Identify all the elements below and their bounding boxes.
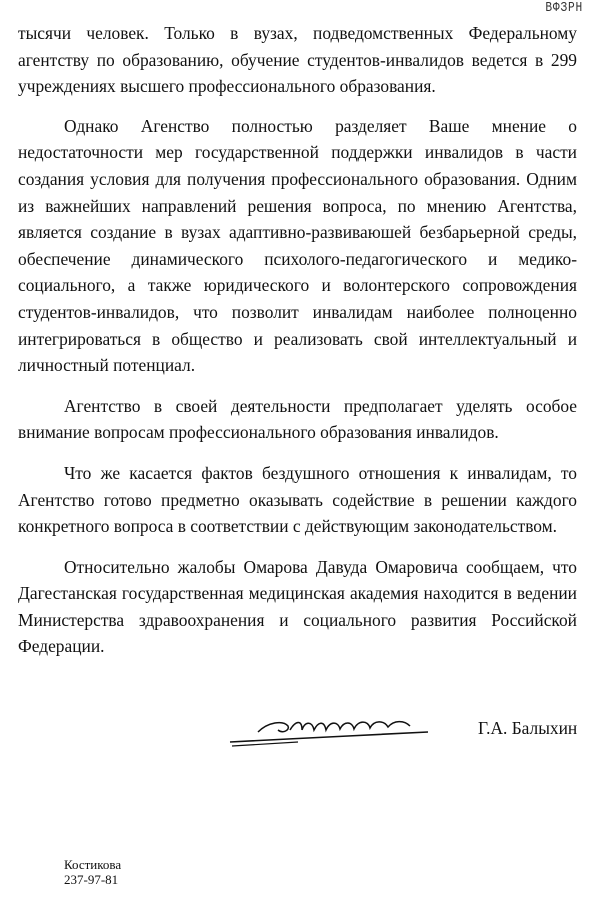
paragraph-continuation: тысячи человек. Только в вузах, подведомственных Федеральному агентству по образованию, обучение студентов-инвалидов ведется в 299 учреждениях высшего профессионального образования. xyxy=(18,23,577,97)
signature-block xyxy=(0,712,591,772)
letter-body xyxy=(18,20,577,674)
paragraph-assistance: Что же касается фактов бездушного отношения к инвалидам, то Агентство готово предметно оказывать содействие в решении каждого конкретного вопроса в соответствии с действующим законодательством. xyxy=(18,462,577,537)
executor-phone: 237-97-81 xyxy=(64,872,119,887)
paragraph-agency-attention: Агентство в своей деятельности предполагает уделять особое внимание вопросам профессионального образования инвалидов. xyxy=(18,395,577,443)
signer-name: Г.А. Балыхин xyxy=(478,718,578,738)
paragraph-agency-opinion: Однако Агенство полностью разделяет Ваше мнение о недостаточности мер государственной поддержки инвалидов в части создания условия для получения профессионального образования. Одним из важнейших направлений решения вопроса, по мнению Агентства, является создание в вузах адаптивно-развиваюшей безбарьерной среды, обеспечение динамического психолого-педагогического и медико-социального, а также юридического и волонтерского сопровождения студентов-инвалидов, что позволит инвалидам наиболее полноценно интегрироваться в общество и реализовать свой интеллектуальный и личностный потенциал. xyxy=(18,115,577,376)
registration-stamp: ВФЗРН xyxy=(545,0,583,16)
paragraph-complaint: Относительно жалобы Омарова Давуда Омаровича сообщаем, что Дагестанская государственная медицинская академия находится в ведении Министерства здравоохранения и социального развития Российской Федерации. xyxy=(18,556,577,657)
executor-name: Костикова xyxy=(64,857,122,872)
handwritten-signature xyxy=(228,712,448,752)
executor-info xyxy=(64,857,121,887)
